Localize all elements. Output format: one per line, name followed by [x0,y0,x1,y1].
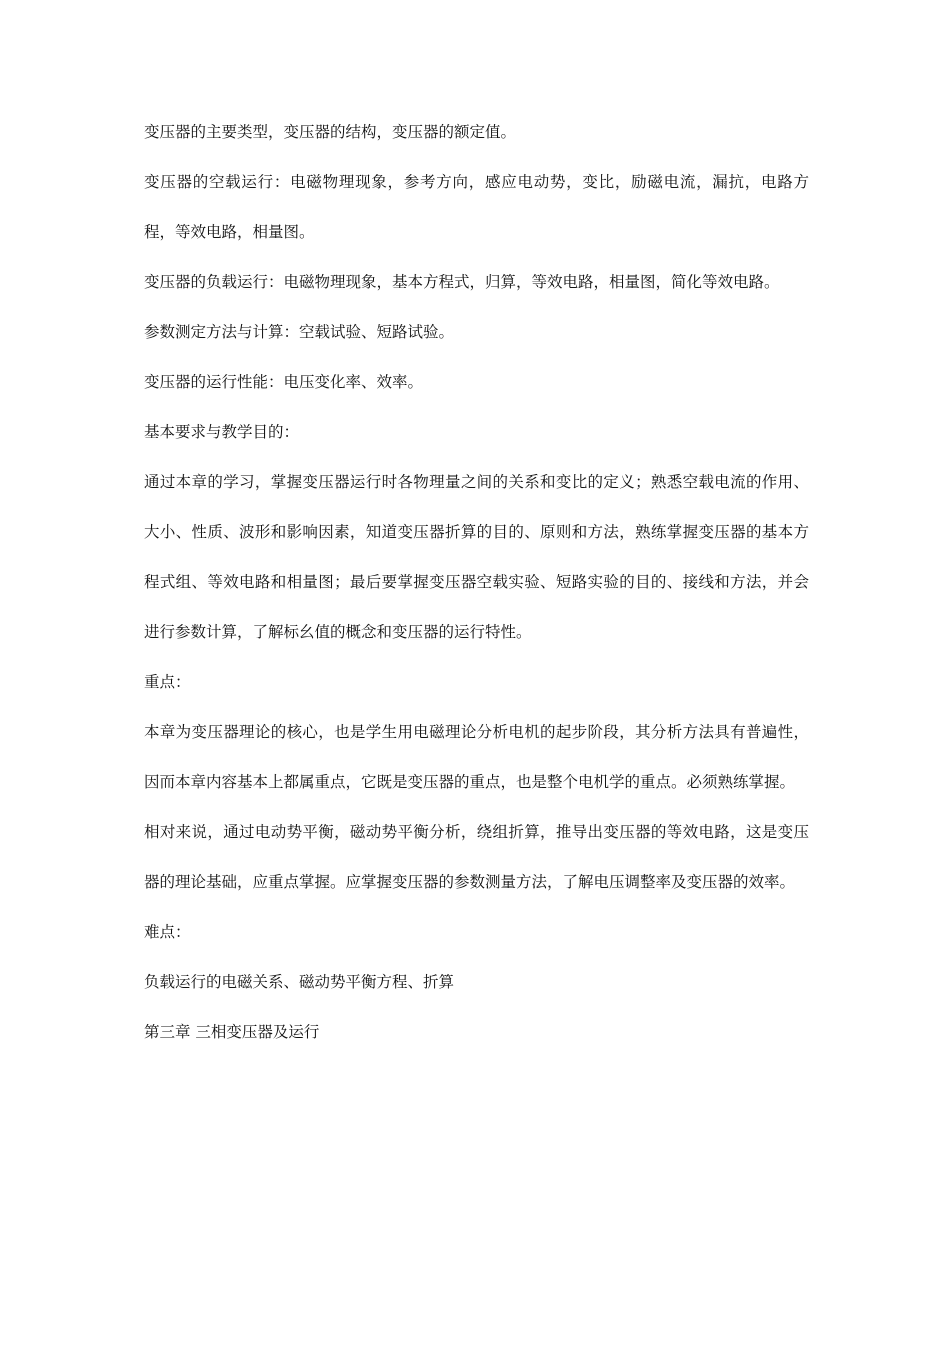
paragraph-key-points-core: 本章为变压器理论的核心，也是学生用电磁理论分析电机的起步阶段，其分析方法具有普遍性，因而本章内容基本上都属重点，它既是变压器的重点，也是整个电机学的重点。必须熟练掌握。 [144,723,809,791]
heading-difficulties: 难点： [144,923,191,941]
paragraph-difficulties-body: 负载运行的电磁关系、磁动势平衡方程、折算 [144,973,455,991]
paragraph-key-points-detail: 相对来说，通过电动势平衡，磁动势平衡分析，绕组折算，推导出变压器的等效电路，这是变压器的理论基础，应重点掌握。应掌握变压器的参数测量方法，了解电压调整率及变压器的效率。 [144,823,809,891]
chapter-three-heading: 第三章 三相变压器及运行 [144,1023,320,1041]
paragraph-operating-performance: 变压器的运行性能：电压变化率、效率。 [144,373,424,391]
document-body [144,107,809,1057]
paragraph-no-load-operation: 变压器的空载运行：电磁物理现象，参考方向，感应电动势，变比，励磁电流，漏抗，电路方程，等效电路，相量图。 [144,173,809,241]
paragraph-load-operation: 变压器的负载运行：电磁物理现象，基本方程式，归算，等效电路，相量图，简化等效电路。 [144,273,780,291]
paragraph-transformer-types: 变压器的主要类型，变压器的结构，变压器的额定值。 [144,123,517,141]
heading-key-points: 重点： [144,673,191,691]
heading-requirements-objectives: 基本要求与教学目的： [144,423,300,441]
paragraph-parameter-measurement: 参数测定方法与计算：空载试验、短路试验。 [144,323,455,341]
paragraph-requirements-body: 通过本章的学习，掌握变压器运行时各物理量之间的关系和变比的定义；熟悉空载电流的作用、大小、性质、波形和影响因素，知道变压器折算的目的、原则和方法，熟练掌握变压器的基本方程式组、等效电路和相量图；最后要掌握变压器空载实验、短路实验的目的、接线和方法，并会进行参数计算，了解标幺值的概念和变压器的运行特性。 [144,473,809,641]
